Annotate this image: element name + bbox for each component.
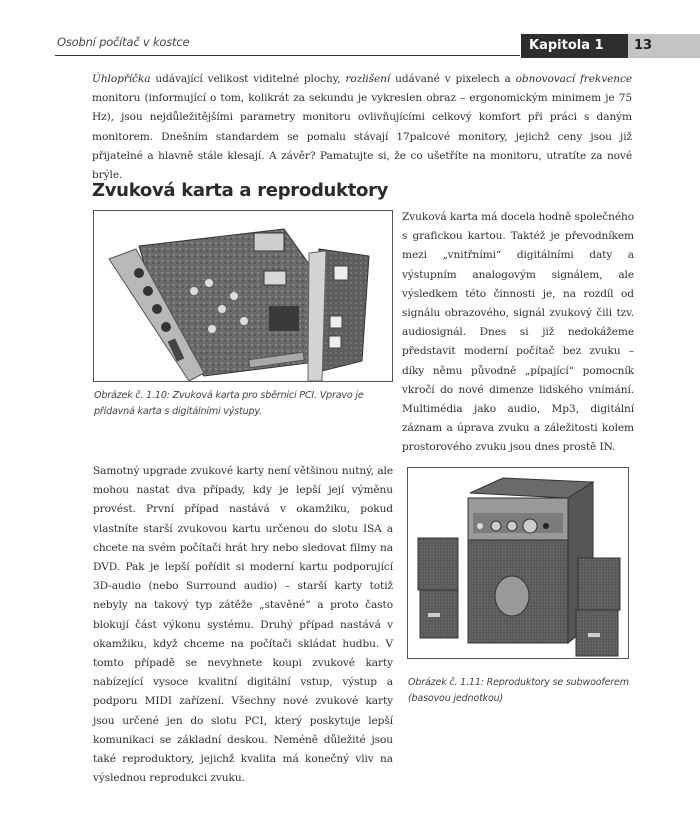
figure-sound-card: [93, 210, 393, 382]
chapter-tab: Kapitola 1: [521, 34, 628, 58]
intro-text-1: udávající velikost viditelné plochy,: [150, 73, 346, 85]
running-header: [55, 33, 520, 56]
term-refresh-rate: obnovovací frekvence: [515, 73, 632, 85]
term-resolution: rozlišení: [345, 73, 391, 85]
sound-card-image: [94, 211, 392, 381]
figure-caption-1: Obrázek č. 1.10: Zvuková karta pro sběrnici PCI. Vpravo je přídavná karta s digitálními výstupy.: [94, 390, 364, 417]
left-column-paragraph: Samotný upgrade zvukové karty není většinou nutný, ale mohou nastat dva případy, kdy je lepší její výměnu provést. První případ nastává v okamžiku, pokud vlastníte starší zvukovou kartu určenou do slotu ISA a chcete na svém počítači hrát hry nebo sledovat filmy na DVD. Pak je lepší pořídit si moderní kartu podporující 3D-audio (nebo Surround audio) – starší karty totiž nebyly na takový typ zátěže „stavěné“ a proto často blokují část výkonu systému. Druhý případ nastává v okamžiku, když chceme na počítači skládat hudbu. V tomto případě se nevyhnete koupi zvukové karty nabízející vysoce kvalitní digitální vstup, výstup a podporu MIDI zařízení. Všechny nové zvukové karty jsou určené jen do slotu PCI, který poskytuje lepší komunikaci se základní deskou. Neméně důležité jsou také reproduktory, jejichž kvalita má konečný vliv na výslednou reprodukci zvuku.: [93, 465, 393, 785]
figure-speakers: [407, 467, 629, 659]
section-heading: Zvuková karta a reproduktory: [92, 180, 389, 201]
term-diagonal: Úhlopříčka: [92, 73, 151, 85]
intro-text-3: monitoru (informující o tom, kolikrát za sekundu je vykreslen obraz – ergonomickým minimem je 75 Hz), jsou nejdůležitějšími parametry monitoru ovlivňujícími celkový komfort při práci s daným monitorem. Dnešním standardem se pomalu stávají 17palcové monitory, jejichž ceny jsou již přijatelné a hlavně stále klesají. A závěr? Pamatujte si, že co ušetříte na monitoru, utratíte za nové brýle.: [92, 92, 632, 182]
figure-caption-2: Obrázek č. 1.11: Reproduktory se subwooferem (basovou jednotkou): [408, 677, 629, 704]
speakers-image: [408, 468, 628, 658]
intro-paragraph: [92, 70, 632, 185]
right-column-paragraph: Zvuková karta má docela hodně společného s grafickou kartou. Taktéž je převodníkem mezi „vnitřními“ digitálními daty a výstupním analogovým signálem, ale výsledkem této činnosti je, na rozdíl od signálu obrazového, signál zvukový čili tzv. audiosignál. Dnes si již nedokážeme představit moderní počítač bez zvuku – díky němu původně „pípající“ pomocník vkročí do nové dimenze lidského vnímání. Multimédia jako audio, Mp3, digitální záznam a úprava zvuku a záležitosti kolem prostorového zvuku jsou dnes prostě IN.: [402, 211, 634, 454]
page-number: 13: [628, 34, 700, 58]
running-title: Osobní počítač v kostce: [57, 35, 190, 49]
intro-text-2: udávané v pixelech a: [390, 73, 516, 85]
